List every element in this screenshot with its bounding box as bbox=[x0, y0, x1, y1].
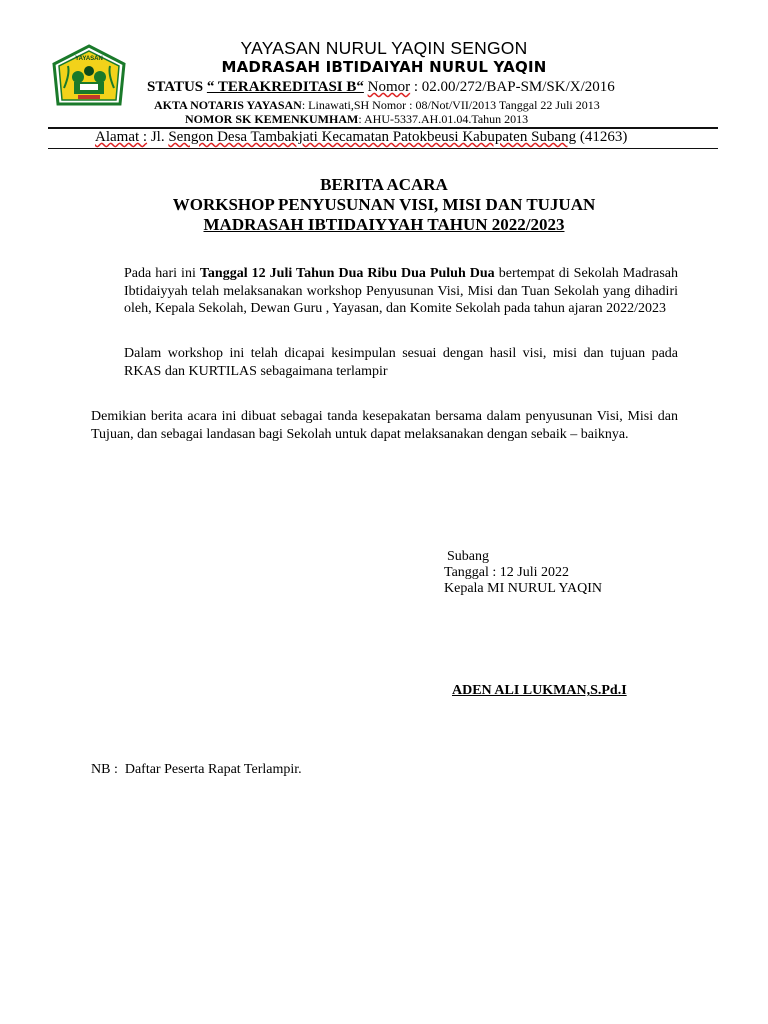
paragraph-intro bbox=[124, 265, 678, 318]
paragraph-conclusion: Dalam workshop ini telah dicapai kesimpulan sesuai dengan hasil visi, misi dan tujuan pada RKAS dan KURTILAS sebagaimana terlampir bbox=[124, 346, 678, 379]
footnote: NB : Daftar Peserta Rapat Terlampir. bbox=[91, 762, 302, 777]
svg-text:YAYASAN: YAYASAN bbox=[75, 56, 103, 62]
signature-position: Kepala MI NURUL YAQIN bbox=[444, 581, 602, 596]
status-label: STATUS bbox=[147, 79, 207, 95]
address-label: Alamat : bbox=[95, 129, 148, 145]
notary-deed bbox=[154, 98, 600, 113]
intro-text-rest: bertempat di Sekolah Madrasah Ibtidaiyyah telah melaksanakan workshop Penyusunan Visi, Misi dan Tuan Sekolah yang dihadiri oleh, Kepala Sekolah, Dewan Guru , Yayasan, dan Komite Sekolah pada tahun ajaran 2022/2023 bbox=[124, 266, 678, 316]
paragraph-closing: Demikian berita acara ini dibuat sebagai tanda kesepakatan bersama dalam penyusunan Visi, Misi dan Tujuan, dan sebagai landasan bagi Sekolah untuk dapat melaksanakan dengan sebaik – baiknya. bbox=[91, 409, 678, 442]
sk-label: NOMOR SK KEMENKUMHAM bbox=[185, 112, 359, 126]
address-postcode: (41263) bbox=[576, 129, 628, 145]
signatory-name: ADEN ALI LUKMAN,S.Pd.I bbox=[452, 683, 627, 698]
accreditation-status bbox=[147, 79, 615, 96]
status-value: “ TERAKREDITASI B“ bbox=[206, 79, 364, 95]
school-address bbox=[95, 129, 627, 146]
signature-date: Tanggal : 12 Juli 2022 bbox=[444, 565, 570, 580]
document-subtitle-2: MADRASAH IBTIDAIYYAH TAHUN 2022/2023 bbox=[203, 215, 565, 234]
madrasah-name: MADRASAH IBTIDAIYAH NURUL YAQIN bbox=[221, 58, 547, 76]
intro-text: Pada hari ini bbox=[124, 266, 200, 281]
foundation-name: YAYASAN NURUL YAQIN SENGON bbox=[240, 38, 528, 58]
nomor-label: Nomor bbox=[367, 79, 411, 95]
intro-date: Tanggal 12 Juli Tahun Dua Ribu Dua Puluh Dua bbox=[199, 266, 495, 281]
ministry-decree bbox=[185, 112, 528, 127]
akta-label: AKTA NOTARIS YAYASAN bbox=[154, 98, 302, 112]
address-locality: Sengon Desa Tambakjati Kecamatan Patokbeusi Kabupaten Subang bbox=[168, 129, 577, 145]
document-subtitle: WORKSHOP PENYUSUNAN VISI, MISI DAN TUJUAN bbox=[172, 195, 596, 214]
document-title: BERITA ACARA bbox=[320, 175, 448, 194]
header-divider-bottom bbox=[48, 148, 718, 149]
nomor-value: : 02.00/272/BAP-SM/SK/X/2016 bbox=[410, 79, 615, 95]
sk-value: : AHU-5337.AH.01.04.Tahun 2013 bbox=[358, 112, 529, 126]
signature-place: Subang bbox=[447, 549, 489, 564]
address-street: Jl. bbox=[147, 129, 169, 145]
akta-value: : Linawati,SH Nomor : 08/Not/VII/2013 Tanggal 22 Juli 2013 bbox=[301, 98, 600, 112]
